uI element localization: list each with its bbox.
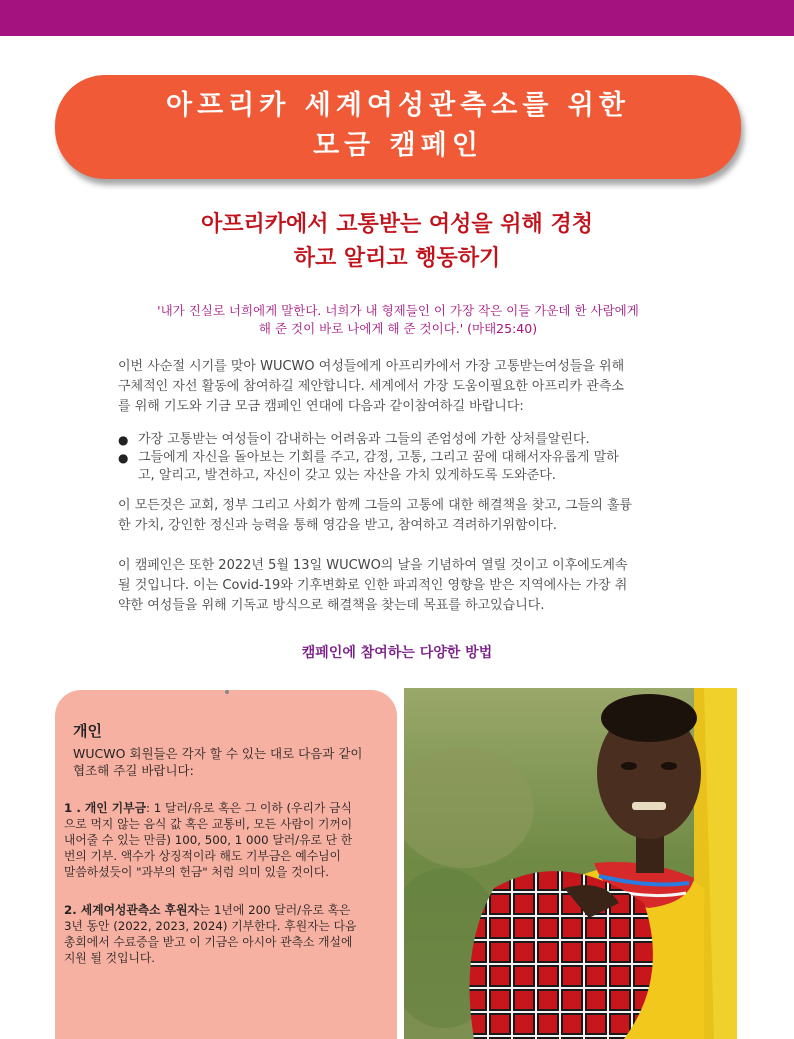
title-banner bbox=[55, 75, 741, 179]
banner-title-line-2: 모금 캠페인 bbox=[313, 130, 483, 161]
item2-line-4: 지원 될 것입니다. bbox=[64, 951, 156, 965]
quote-line-2: 해 준 것이 바로 나에게 해 준 것이다.' (마태25:40) bbox=[258, 321, 538, 336]
photo-woman-with-baby bbox=[404, 688, 737, 1039]
top-color-bar bbox=[0, 0, 794, 36]
item2-line-2: 3년 동안 (2022, 2023, 2024) 기부한다. 후원자는 다음 bbox=[64, 919, 357, 933]
item2-line-1 bbox=[64, 902, 389, 918]
bullet-item bbox=[118, 449, 698, 485]
bullet-text-line-2: 고, 알리고, 발견하고, 자신이 갖고 있는 자산을 가치 있게하도록 도와준다. bbox=[138, 468, 556, 483]
card-dot bbox=[225, 690, 229, 694]
bullet-text bbox=[138, 449, 698, 485]
bullet-item bbox=[118, 431, 698, 449]
para2-line-2: 한 가치, 강인한 정신과 능력을 통해 영감을 받고, 참여하고 격려하기위함이다. bbox=[118, 518, 557, 533]
bullet-icon: ● bbox=[118, 451, 129, 465]
quote-line-1: '내가 진실로 너희에게 말한다. 너희가 내 형제들인 이 가장 작은 이들 가운데 한 사람에게 bbox=[157, 303, 639, 318]
bullet-icon: ● bbox=[118, 433, 129, 447]
donation-item-2 bbox=[64, 902, 389, 966]
intro-paragraph bbox=[118, 357, 698, 417]
item1-line-1-text: : 1 달러/유로 혹은 그 이하 (우리가 금식 bbox=[146, 801, 352, 815]
donation-item-1 bbox=[64, 800, 389, 880]
subtitle-line-2: 하고 알리고 행동하기 bbox=[293, 246, 501, 271]
item1-line-2: 으로 먹지 않는 음식 값 혹은 교통비, 모든 사람이 기꺼이 bbox=[64, 817, 353, 831]
item1-line-5: 말씀하셨듯이 "과부의 헌금" 처럼 의미 있을 것이다. bbox=[64, 865, 330, 879]
card-intro bbox=[73, 745, 383, 779]
item1-line-1 bbox=[64, 800, 389, 816]
individual-card bbox=[55, 690, 397, 1039]
card-intro-line-1: WUCWO 회원들은 각자 할 수 있는 대로 다음과 같이 bbox=[73, 746, 363, 761]
para2-line-1: 이 모든것은 교회, 정부 그리고 사회가 함께 그들의 고통에 대한 해결책을 찾고, 그들의 훌륭 bbox=[118, 498, 633, 513]
item1-line-4: 번의 기부. 액수가 상징적이라 해도 기부금은 예수님이 bbox=[64, 849, 341, 863]
intro-line-2: 구체적인 자선 활동에 참여하길 제안합니다. 세계에서 가장 도움이필요한 아프리카 관측소 bbox=[118, 379, 624, 394]
card-title: 개인 bbox=[73, 722, 102, 740]
item2-line-1-text: 는 1년에 200 달러/유로 혹은 bbox=[198, 903, 351, 917]
scripture-quote bbox=[110, 302, 686, 338]
ways-heading: 캠페인에 참여하는 다양한 방법 bbox=[301, 645, 493, 661]
item2-line-3: 총회에서 수료증을 받고 이 기금은 아시아 관측소 개설에 bbox=[64, 935, 353, 949]
para3-line-3: 약한 여성들을 위해 기독교 방식으로 해결책을 찾는데 목표를 하고있습니다. bbox=[118, 598, 545, 613]
bullet-text bbox=[138, 431, 698, 449]
paragraph-2 bbox=[118, 496, 698, 536]
intro-line-3: 를 위해 기도와 기금 모금 캠페인 연대에 다음과 같이참여하길 바랍니다: bbox=[118, 399, 524, 414]
item1-label: 1 . 개인 기부금 bbox=[64, 801, 146, 815]
para3-line-1: 이 캠페인은 또한 2022년 5월 13일 WUCWO의 날을 기념하여 열릴 것이고 이후에도계속 bbox=[118, 558, 628, 573]
subtitle-line-1: 아프리카에서 고통받는 여성을 위해 경청 bbox=[201, 212, 593, 237]
paragraph-3 bbox=[118, 556, 698, 616]
banner-title-line-1: 아프리카 세계여성관측소를 위한 bbox=[166, 90, 630, 121]
card-intro-line-2: 협조해 주길 바랍니다: bbox=[73, 763, 194, 778]
bullet-text-line-1: 그들에게 자신을 돌아보는 기회를 주고, 감정, 고통, 그리고 꿈에 대해서자유롭게 말하 bbox=[138, 450, 619, 465]
intro-line-1: 이번 사순절 시기를 맞아 WUCWO 여성들에게 아프리카에서 가장 고통받는여성들을 위해 bbox=[118, 359, 625, 374]
item2-label: 2. 세계여성관측소 후원자 bbox=[64, 903, 199, 917]
para3-line-2: 될 것입니다. 이는 Covid-19와 기후변화로 인한 파괴적인 영향을 받은 지역에사는 가장 취 bbox=[118, 578, 628, 593]
item1-line-3: 내어줄 수 있는 만큼) 100, 500, 1 000 달러/유로 단 한 bbox=[64, 833, 353, 847]
bullet-text-line-1: 가장 고통받는 여성들이 감내하는 어려움과 그들의 존엄성에 가한 상처를알린다. bbox=[138, 432, 590, 447]
